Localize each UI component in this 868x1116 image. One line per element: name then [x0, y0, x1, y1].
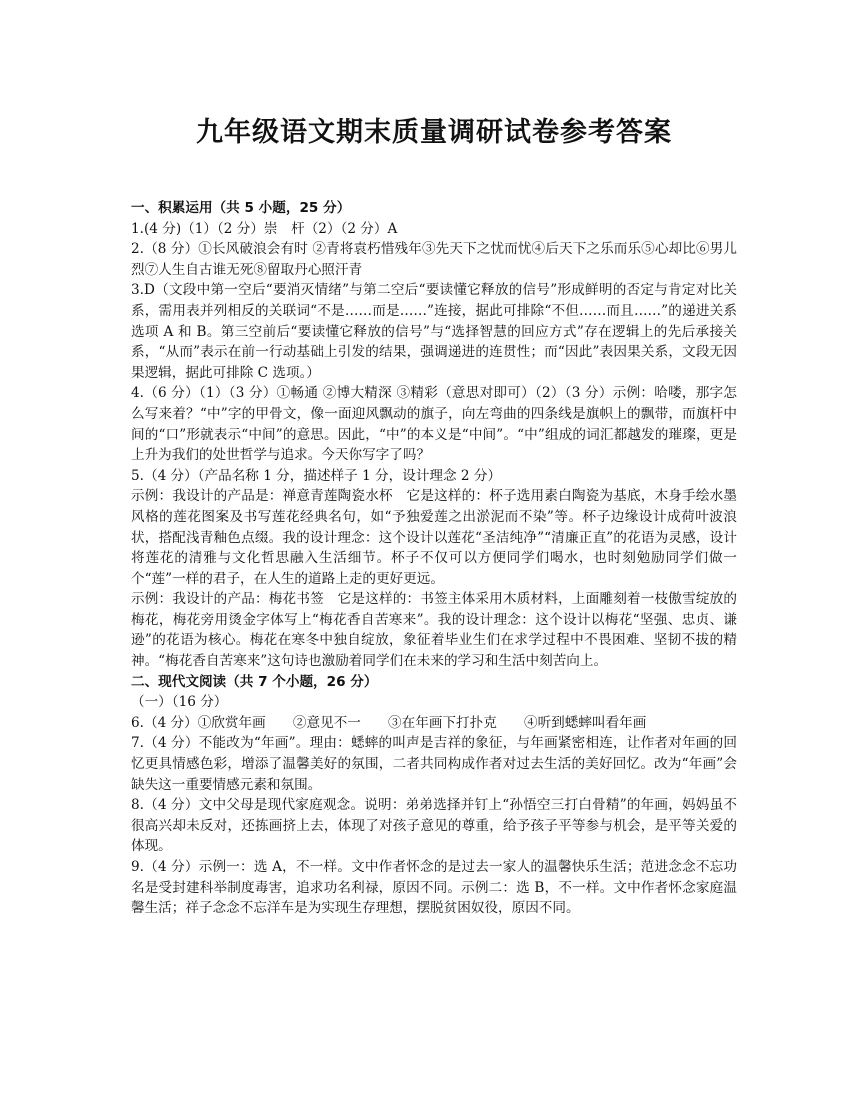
- answer-q5-example-1: 示例：我设计的产品是：禅意青莲陶瓷水杯 它是这样的：杯子选用素白陶瓷为基底，木身手绘水墨风格的莲花图案及书写莲花经典名句，如“予独爱莲之出淤泥而不染”等。杯子边缘设计成荷叶波浪状，搭配浅青釉色点缀。我的设计理念：这个设计以莲花“圣洁纯净”“清廉正直”的花语为灵感，设计将莲花的清雅与文化哲思融入生活细节。杯子不仅可以方便同学们喝水，也时刻勉励同学们做一个“莲”一样的君子，在人生的道路上走的更好更远。: [131, 488, 737, 587]
- document-title: 九年级语文期末质量调研试卷参考答案: [196, 117, 672, 148]
- answer-q5-example-2: 示例：我设计的产品：梅花书签 它是这样的：书签主体采用木质材料，上面雕刻着一枝傲雪绽放的梅花，梅花旁用烫金字体写上“梅花香自苦寒来”。我的设计理念：这个设计以梅花“坚强、忠贞、谦逊”的花语为核心。梅花在寒冬中独自绽放，象征着毕业生们在求学过程中不畏困难、坚韧不拔的精神。“梅花香自苦寒来”这句诗也激励着同学们在未来的学习和生活中刻苦向上。: [131, 591, 737, 670]
- answer-q8: 8.（4 分）文中父母是现代家庭观念。说明：弟弟选择并钉上“孙悟空三打白骨精”的年画，妈妈虽不很高兴却未反对，还拣画挤上去，体现了对孩子意见的尊重，给予孩子平等参与机会，是平等关爱的体现。: [131, 797, 737, 855]
- answer-q1: 1.(4 分)（1）（2 分）崇 杆（2）（2 分）A: [131, 220, 398, 237]
- answer-q2: 2.（8 分）①长风破浪会有时 ②青将袁朽惜残年③先天下之忧而忧④后天下之乐而乐⑤心却比⑥男儿烈⑦人生自古谁无死⑧留取丹心照汗青: [131, 241, 737, 278]
- answer-q6: 6.（4 分）①欣赏年画 ②意见不一 ③在年画下打扑克 ④听到蟋蟀叫看年画: [131, 714, 647, 731]
- subsection-heading-1: （一）（16 分）: [131, 694, 228, 711]
- section-heading-1: 一、积累运用（共 5 小题，25 分）: [131, 200, 351, 216]
- answer-q9: 9.（4 分）示例一：选 A，不一样。文中作者怀念的是过去一家人的温馨快乐生活；范进念念不忘功名是受封建科举制度毒害，追求功名利禄，原因不同。示例二：选 B，不一样。文中作者怀念家庭温馨生活；祥子念念不忘洋车是为实现生存理想，摆脱贫困奴役，原因不同。: [131, 859, 737, 917]
- document-body: [131, 198, 737, 919]
- answer-q3: 3.D（文段中第一空后“要消灭情绪”与第二空后“要读懂它释放的信号”形成鲜明的否定与肯定对比关系，需用表并列相反的关联词“不是……而是……”连接，据此可排除“不但……而且……”的递进关系选项 A 和 B。第三空前后“要读懂它释放的信号”与“选择智慧的回应方式”存在逻辑上的先后承接关系，“从而”表示在前一行动基础上引发的结果，强调递进的连贯性；而“因此”表因果关系，文段无因果逻辑，据此可排除 C 选项。）: [131, 282, 737, 381]
- section-heading-2: 二、现代文阅读（共 7 个小题，26 分）: [131, 673, 378, 690]
- answer-q4: 4.（6 分）（1）（3 分）①畅通 ②博大精深 ③精彩（意思对即可）（2）（3 分）示例：哈喽，那字怎么写来着？“中”字的甲骨文，像一面迎风飘动的旗子，向左弯曲的四条线是旗帜上的飘带，而旗杆中间的“口”形就表示“中间”的意思。因此，“中”的本义是“中间”。“中”组成的词汇都越发的璀璨，更是上升为我们的处世哲学与追求。今天你写字了吗？: [131, 385, 737, 464]
- answer-q7: 7.（4 分）不能改为“年画”。理由：蟋蟀的叫声是吉祥的象征，与年画紧密相连，让作者对年画的回忆更具情感色彩，增添了温馨美好的氛围，二者共同构成作者对过去生活的美好回忆。改为“年画”会缺失这一重要情感元素和氛围。: [131, 735, 737, 793]
- answer-q5-heading: 5.（4 分）（产品名称 1 分，描述样子 1 分，设计理念 2 分）: [131, 467, 502, 484]
